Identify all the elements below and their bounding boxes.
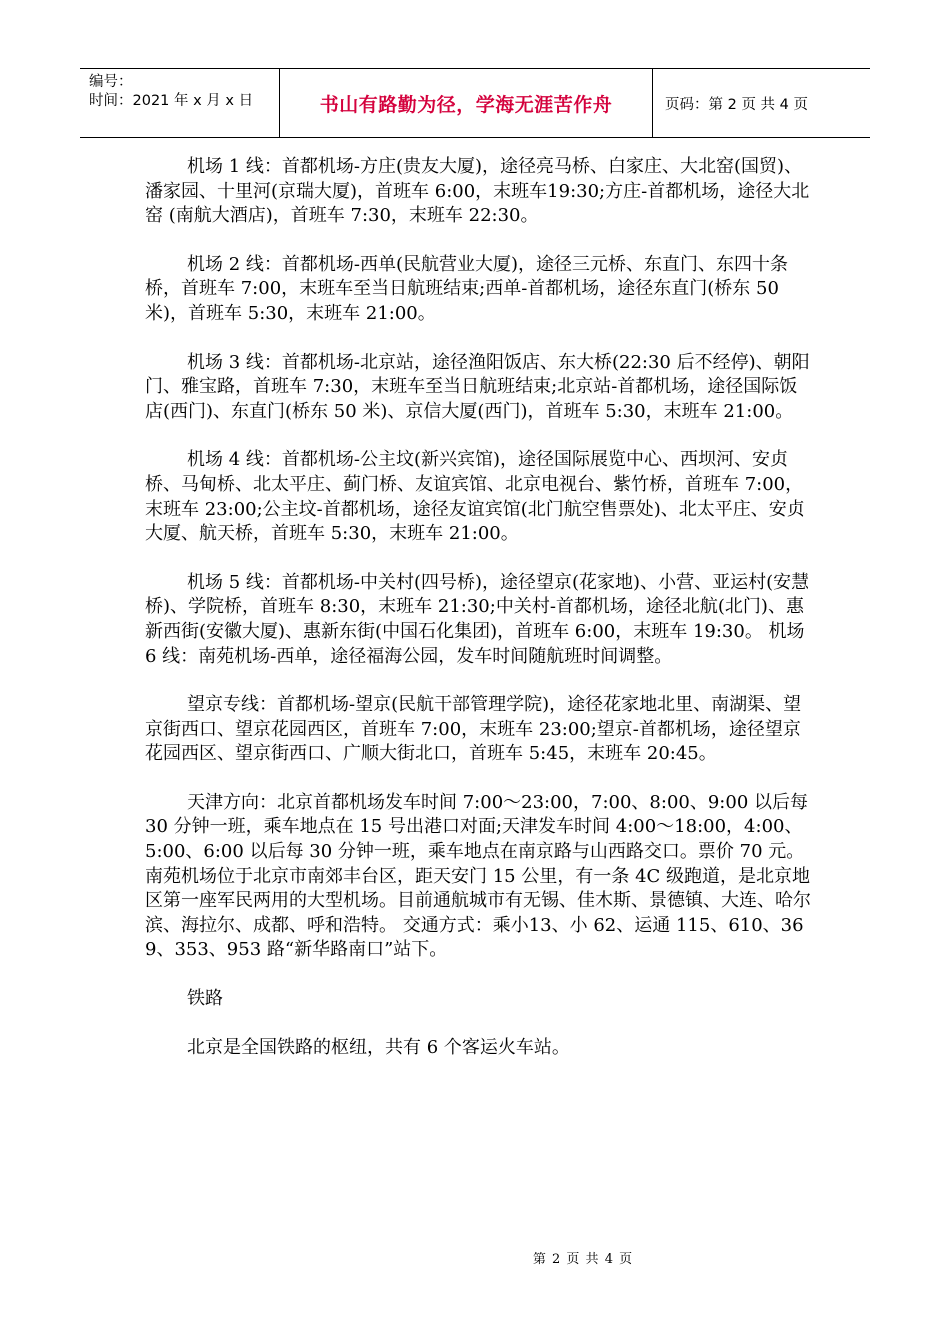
- paragraph-railway-intro: 北京是全国铁路的枢纽，共有 6 个客运火车站。: [187, 1036, 570, 1058]
- paragraph-airport-line-3: 机场 3 线：首都机场-北京站，途径渔阳饭店、东大桥(22:30 后不经停)、朝阳门、雅宝路，首班车 7:30，末班车至当日航班结束;北京站-首都机场，途径国际饭店(西门)、东直门(桥东 50 米)、京信大厦(西门)，首班车 5:30，末班车 21:00。: [145, 351, 810, 422]
- page-footer: [0, 1248, 950, 1267]
- paragraph-airport-line-1: 机场 1 线：首都机场-方庄(贵友大厦)，途径亮马桥、白家庄、大北窑(国贸)、潘家园、十里河(京瑞大厦)，首班车 6:00，末班车19:30;方庄-首都机场，途径大北窑 (南航大酒店)，首班车 7:30，末班车 22:30。: [145, 156, 810, 227]
- paragraph-airport-line-5: 机场 5 线：首都机场-中关村(四号桥)，途径望京(花家地)、小营、亚运村(安慧桥)、学院桥，首班车 8:30，末班车 21:30;中关村-首都机场，途径北航(北门)、惠新西街(安徽大厦)、惠新东街(中国石化集团)，首班车 6:00，末班车 19:30。 机场 6 线：南苑机场-西单，途径福海公园，发车时间随航班时间调整。: [145, 571, 810, 667]
- paragraph-wangjing-line: 望京专线：首都机场-望京(民航干部管理学院)，途径花家地北里、南湖渠、望京街西口、望京花园西区，首班车 7:00，末班车 23:00;望京-首都机场，途径望京花园西区、望京街西口、广顺大街北口，首班车 5:45，末班车 20:45。: [145, 694, 802, 765]
- document-body: [145, 155, 815, 1084]
- paragraph-airport-line-2: 机场 2 线：首都机场-西单(民航营业大厦)，途径三元桥、东直门、东四十条桥，首班车 7:00，末班车至当日航班结束;西单-首都机场，途径东直门(桥东 50 米)，首班车 5:30，末班车 21:00。: [145, 253, 789, 324]
- page-header: [80, 68, 870, 138]
- paragraph-tianjin-direction: 天津方向：北京首都机场发车时间 7:00～23:00，7:00、8:00、9:00 以后每 30 分钟一班，乘车地点在 15 号出港口对面;天津发车时间 4:00～18:00，4:00、5:00、6:00 以后每 30 分钟一班，乘车地点在南京路与山西路交口。票价 70 元。 南苑机场位于北京市南郊丰台区，距天安门 15 公里，有一条 4C 级跑道，是北京地区第一座军民两用的大型机场。目前通航城市有无锡、佳木斯、景德镇、大连、哈尔滨、海拉尔、成都、呼和浩特。 交通方式：乘小13、小 62、运通 115、610、369、353、953 路“新华路南口”站下。: [145, 791, 811, 961]
- header-page-number: 页码：第 2 页 共 4 页: [665, 96, 808, 113]
- paragraph-airport-line-4: 机场 4 线：首都机场-公主坟(新兴宾馆)，途径国际展览中心、西坝河、安贞桥、马甸桥、北太平庄、蓟门桥、友谊宾馆、北京电视台、紫竹桥，首班车 7:00，末班车 23:00;公主坟-首都机场，途径友谊宾馆(北门航空售票处)、北太平庄、安贞大厦、航天桥，首班车 5:30，末班车 21:00。: [145, 449, 805, 545]
- paragraph-railway-heading: 铁路: [187, 988, 223, 1010]
- footer-page-number: 第 2 页 共 4 页: [532, 1252, 634, 1267]
- header-motto: 书山有路勤为径，学海无涯苦作舟: [280, 69, 653, 137]
- header-meta: [80, 69, 280, 137]
- document-number: 编号：: [89, 74, 133, 90]
- document-time: 时间：2021 年 x 月 x 日: [89, 93, 254, 109]
